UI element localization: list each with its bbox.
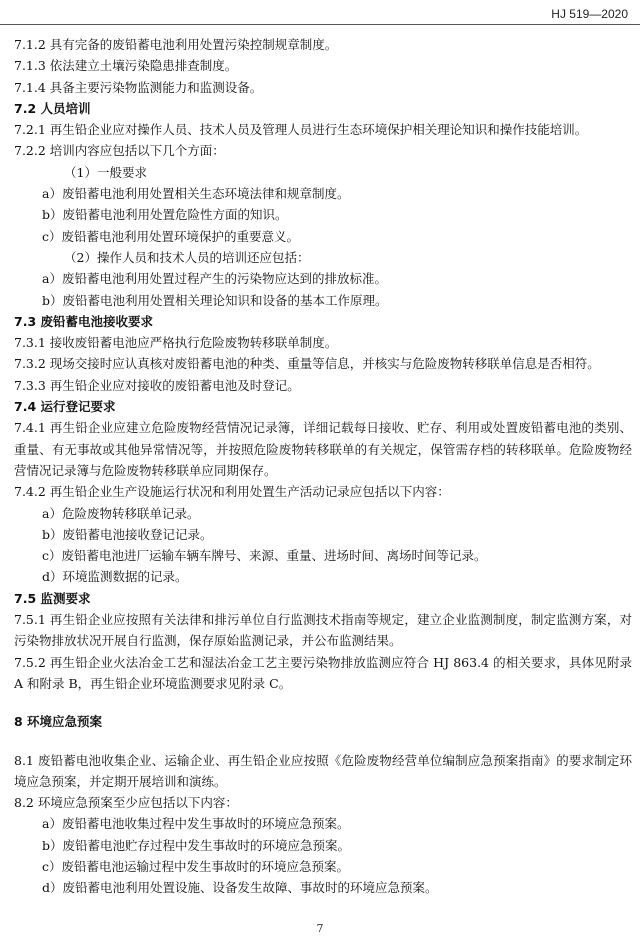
clause-7-3-3: 7.3.3 再生铅企业应对接收的废铅蓄电池及时登记。 [14,377,300,393]
section-heading-7-2: 7.2 人员培训 [14,100,91,116]
clause-8-2: 8.2 环境应急预案至少应包括以下内容： [14,795,238,811]
sub-requirement-1: （1）一般要求 [64,164,147,180]
list-item: a）废铅蓄电池利用处置过程产生的污染物应达到的排放标准。 [42,271,387,287]
list-item: b）废铅蓄电池接收登记记录。 [42,526,213,542]
clause-7-2-1: 7.2.1 再生铅企业应对操作人员、技术人员及管理人员进行生态环境保护相关理论知识和操作技能培训。 [14,122,588,138]
list-item: a）废铅蓄电池收集过程中发生事故时的环境应急预案。 [42,816,350,832]
document-code: HJ 519—2020 [551,7,628,21]
clause-7-3-1: 7.3.1 接收废铅蓄电池应严格执行危险废物转移联单制度。 [14,335,338,351]
list-item: d）环境监测数据的记录。 [42,569,188,585]
section-heading-7-3: 7.3 废铅蓄电池接收要求 [14,313,153,329]
chapter-heading-8: 8 环境应急预案 [14,714,103,730]
clause-7-1-4: 7.1.4 具备主要污染物监测能力和监测设备。 [14,79,263,95]
section-heading-7-5: 7.5 监测要求 [14,590,91,606]
list-item: d）废铅蓄电池利用处置设施、设备发生故障、事故时的环境应急预案。 [42,880,438,896]
document-body [14,34,632,899]
sub-requirement-2: （2）操作人员和技术人员的培训还应包括： [64,249,310,265]
list-item: b）废铅蓄电池利用处置相关理论知识和设备的基本工作原理。 [42,292,388,308]
list-item: a）危险废物转移联单记录。 [42,505,200,521]
clause-7-1-3: 7.1.3 依法建立土壤污染隐患排查制度。 [14,58,238,74]
clause-7-5-1: 7.5.1 再生铅企业应按照有关法律和排污单位自行监测技术指南等规定，建立企业监测制度，制定监测方案，对污染物排放状况开展自行监测，保存原始监测记录，并公布监测结果。 [14,612,632,649]
clause-7-5-2: 7.5.2 再生铅企业火法冶金工艺和湿法冶金工艺主要污染物排放监测应符合 HJ 863.4 的相关要求，具体见附录 A 和附录 B，再生铅企业环境监测要求见附录 C。 [14,654,632,691]
list-item: c）废铅蓄电池利用处置环境保护的重要意义。 [42,228,300,244]
clause-7-2-2: 7.2.2 培训内容应包括以下几个方面： [14,143,225,159]
list-item: c）废铅蓄电池进厂运输车辆车牌号、来源、重量、进场时间、离场时间等记录。 [42,548,487,564]
list-item: b）废铅蓄电池利用处置危险性方面的知识。 [42,207,288,223]
clause-7-1-2: 7.1.2 具有完备的废铅蓄电池利用处置污染控制规章制度。 [14,37,338,52]
page-number: 7 [316,922,324,935]
list-item: a）废铅蓄电池利用处置相关生态环境法律和规章制度。 [42,186,350,202]
clause-7-4-2: 7.4.2 再生铅企业生产设施运行状况和利用处置生产活动记录应包括以下内容： [14,484,450,500]
clause-8-1: 8.1 废铅蓄电池收集企业、运输企业、再生铅企业应按照《危险废物经营单位编制应急预案指南》的要求制定环境应急预案，并定期开展培训和演练。 [14,752,632,789]
header-rule [0,24,640,25]
clause-7-3-2: 7.3.2 现场交接时应认真核对废铅蓄电池的种类、重量等信息，并核实与危险废物转移联单信息是否相符。 [14,356,600,372]
section-heading-7-4: 7.4 运行登记要求 [14,399,116,415]
list-item: b）废铅蓄电池贮存过程中发生事故时的环境应急预案。 [42,837,351,853]
clause-7-4-1: 7.4.1 再生铅企业应建立危险废物经营情况记录簿，详细记载每日接收、贮存、利用或处置废铅蓄电池的类别、重量、有无事故或其他异常情况等，并按照危险废物转移联单的有关规定，保管需存档的转移联单。危险废物经营情况记录簿与危险废物转移联单应同期保存。 [14,420,632,478]
list-item: c）废铅蓄电池运输过程中发生事故时的环境应急预案。 [42,858,350,874]
